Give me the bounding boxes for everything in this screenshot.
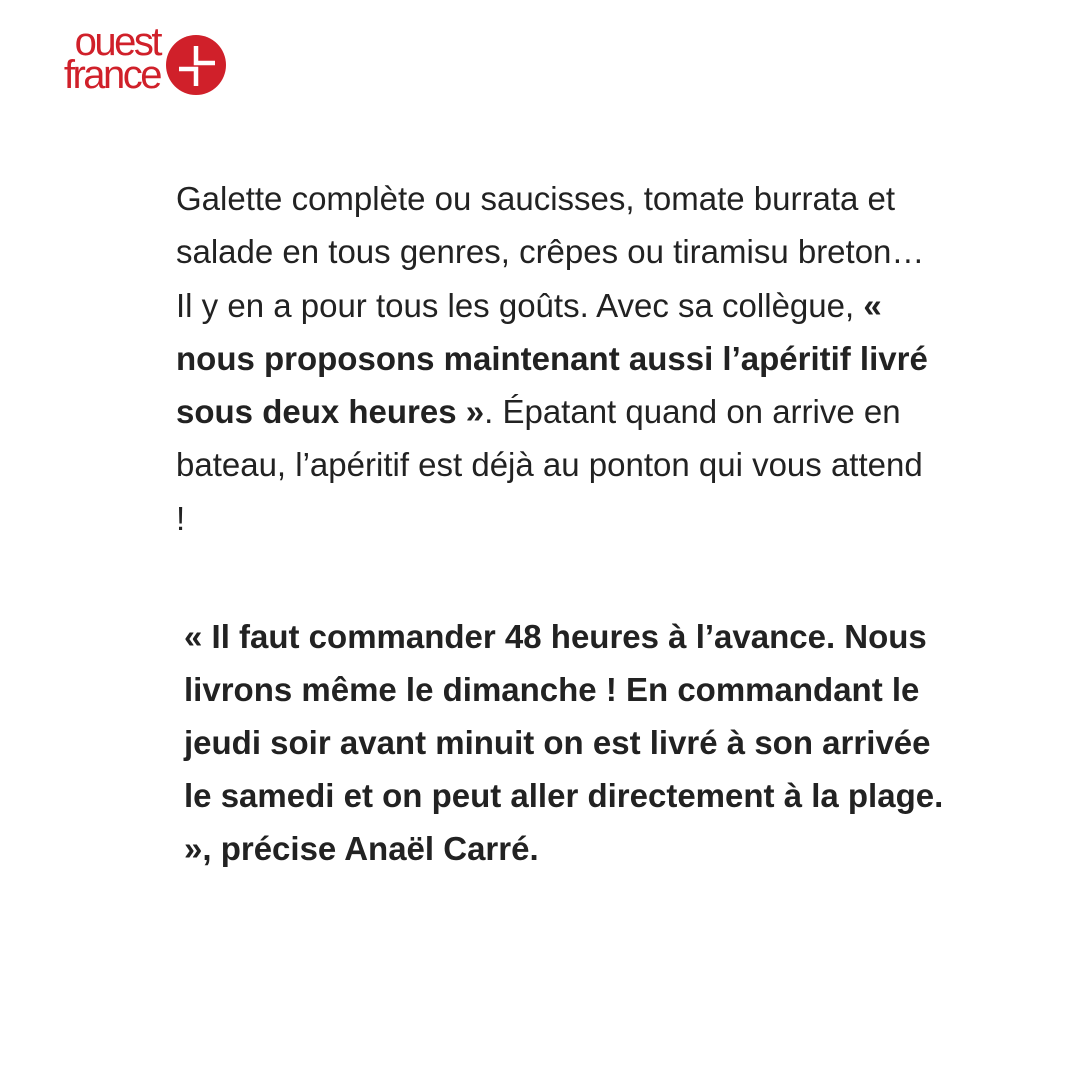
ouest-france-circle-logo-icon <box>165 34 227 96</box>
paragraph-bold-quote: « nous proposons maintenant aussi l’apéritif livré sous deux heures » <box>176 286 928 431</box>
ouest-france-logo <box>22 20 232 100</box>
logo-word-ouest: ouest <box>74 20 160 64</box>
article-paragraph <box>176 172 936 545</box>
logo-word-france: france <box>63 53 160 97</box>
paragraph-text-end: . Épatant quand on arrive en bateau, l’apéritif est déjà au ponton qui vous attend ! <box>176 393 923 537</box>
paragraph-text-start: Galette complète ou saucisses, tomate burrata et salade en tous genres, crêpes ou tiramisu breton… Il y en a pour tous les goûts. Avec sa collègue, <box>176 180 925 324</box>
pull-quote: « Il faut commander 48 heures à l’avance. Nous livrons même le dimanche ! En commandant le jeudi soir avant minuit on est livré à son arrivée le samedi et on peut aller directement à la plage. », précise Anaël Carré. <box>184 618 944 867</box>
logo-wordmark <box>22 20 160 97</box>
